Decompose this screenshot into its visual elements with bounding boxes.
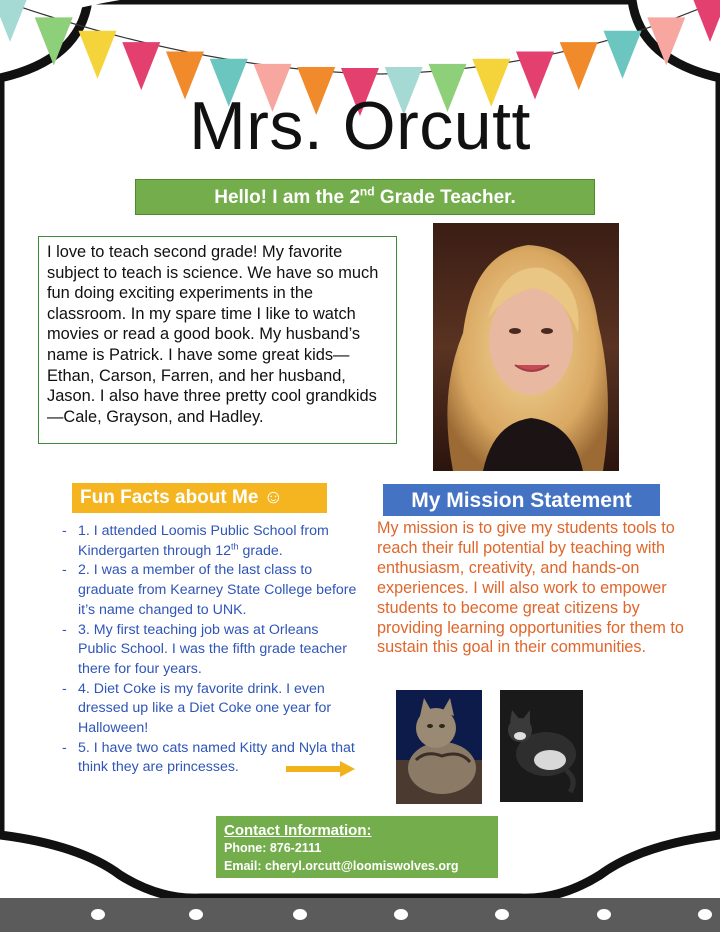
bar-dot (91, 909, 105, 920)
bunting-flag (122, 42, 160, 90)
page-title: Mrs. Orcutt (189, 88, 531, 164)
fun-facts-list (60, 522, 360, 778)
list-item: - 3. My first teaching job was at Orleans Public School. I was the fifth grade teacher there for four years. (60, 621, 360, 680)
bar-dot (293, 909, 307, 920)
bottom-bar (0, 898, 720, 932)
mission-heading: My Mission Statement (383, 484, 660, 516)
bunting-flag (79, 31, 117, 79)
list-item: - 5. I have two cats named Kitty and Nyla that think they are princesses. (60, 739, 360, 778)
contact-phone: Phone: 876-2111 (224, 841, 322, 855)
list-item: - 1. I attended Loomis Public School from Kindergarten through 12th grade. (60, 522, 360, 561)
list-item: - 2. I was a member of the last class to graduate from Kearney State College before it’s name changed to UNK. (60, 561, 360, 620)
bar-dot (698, 909, 712, 920)
right-arrow-icon (286, 760, 356, 778)
bar-dot (597, 909, 611, 920)
cat-photo-kitty (396, 690, 482, 804)
contact-email[interactable]: Email: cheryl.orcutt@loomiswolves.org (224, 859, 459, 873)
bunting-flag (604, 31, 642, 79)
bar-dot (394, 909, 408, 920)
cat-photo-nyla (500, 690, 583, 802)
bar-dot (189, 909, 203, 920)
teacher-portrait (433, 223, 619, 471)
bunting-flag (691, 0, 720, 42)
intro-paragraph: I love to teach second grade! My favorite subject to teach is science. We have so much fun doing exciting experiments in the classroom. In my spare time I like to watch movies or read a good book. My husband’s name is Patrick. I have some great kids— Ethan, Carson, Farren, and her husband, Jason. I also have three pretty cool grandkids—Cale, Grayson, and Hadley. (38, 236, 397, 444)
greeting-banner: Hello! I am the 2nd Grade Teacher. (135, 179, 595, 215)
bunting-flag (647, 17, 685, 65)
contact-box (216, 816, 498, 878)
bar-dot (495, 909, 509, 920)
bunting-flag (560, 42, 598, 90)
mission-statement: My mission is to give my students tools to reach their full potential by teaching with enthusiasm, creativity, and hands-on experiences. I will also work to empower students to become great citizens by providing learning opportunities for them to sustain this goal in their communities. (377, 519, 684, 657)
bunting-flag (0, 0, 29, 42)
contact-heading: Contact Information: (224, 822, 372, 839)
bunting-flag (35, 17, 73, 65)
list-item: - 4. Diet Coke is my favorite drink. I even dressed up like a Diet Coke one year for Halloween! (60, 680, 360, 739)
fun-facts-heading: Fun Facts about Me ☺ (72, 483, 327, 513)
